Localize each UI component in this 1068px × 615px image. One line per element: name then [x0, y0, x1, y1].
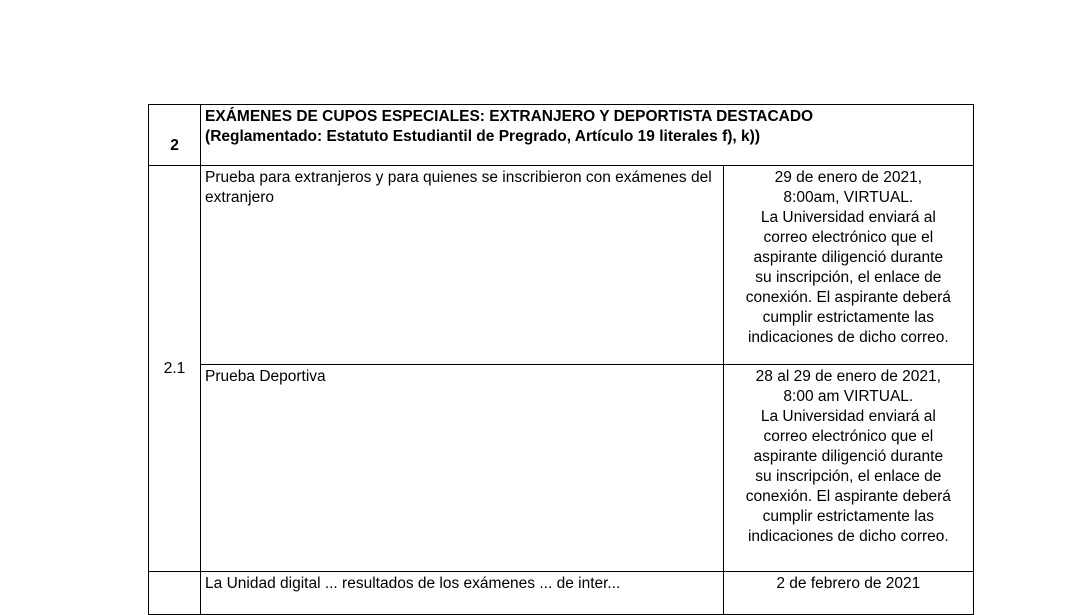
date-line: indicaciones de dicho correo. [747, 528, 949, 545]
date-line: cumplir estrictamente las [762, 508, 935, 525]
row-description: La Unidad digital ... resultados de los exámenes ... de inter... [205, 575, 621, 592]
row-description: Prueba Deportiva [205, 368, 326, 385]
table-row [149, 365, 974, 572]
date-line: cumplir estrictamente las [762, 309, 935, 326]
section-title-cell [201, 105, 974, 166]
date-cell [723, 572, 973, 615]
date-line: indicaciones de dicho correo. [747, 329, 949, 346]
date-line: conexión. El aspirante deberá [745, 488, 951, 505]
date-line: 8:00 am VIRTUAL. [783, 388, 914, 405]
date-line: conexión. El aspirante deberá [745, 289, 951, 306]
date-line: 8:00am, VIRTUAL. [783, 189, 914, 206]
section-number: 2 [170, 137, 179, 154]
subsection-number-cell [149, 166, 201, 572]
section-title-line-2: (Reglamentado: Estatuto Estudiantil de Pregrado, Artículo 19 literales f), k)) [205, 128, 760, 145]
table-row [149, 572, 974, 615]
schedule-table [148, 104, 974, 615]
section-number-cell [149, 105, 201, 166]
section-header-row [149, 105, 974, 166]
section-title-line-1: EXÁMENES DE CUPOS ESPECIALES: EXTRANJERO Y DEPORTISTA DESTACADO [205, 108, 814, 125]
date-line: su inscripción, el enlace de [755, 269, 942, 286]
date-line: su inscripción, el enlace de [755, 468, 942, 485]
description-cell [201, 166, 724, 365]
date-line: 29 de enero de 2021, [774, 169, 923, 186]
date-line: La Universidad enviará al [760, 209, 936, 226]
subsection-number: 2.1 [163, 359, 186, 377]
description-cell [201, 365, 724, 572]
date-line: correo electrónico que el [763, 229, 934, 246]
row-description: Prueba para extranjeros y para quienes se inscribieron con exámenes del extranjero [205, 169, 712, 206]
date-line: aspirante diligenció durante [753, 448, 944, 465]
date-line: correo electrónico que el [763, 428, 934, 445]
subsection-number-cell [149, 572, 201, 615]
date-line: La Universidad enviará al [760, 408, 936, 425]
date-line: 2 de febrero de 2021 [776, 575, 921, 592]
date-cell [723, 365, 973, 572]
table-row [149, 166, 974, 365]
date-line: aspirante diligenció durante [753, 249, 944, 266]
date-line: 28 al 29 de enero de 2021, [755, 368, 941, 385]
description-cell [201, 572, 724, 615]
date-cell [723, 166, 973, 365]
